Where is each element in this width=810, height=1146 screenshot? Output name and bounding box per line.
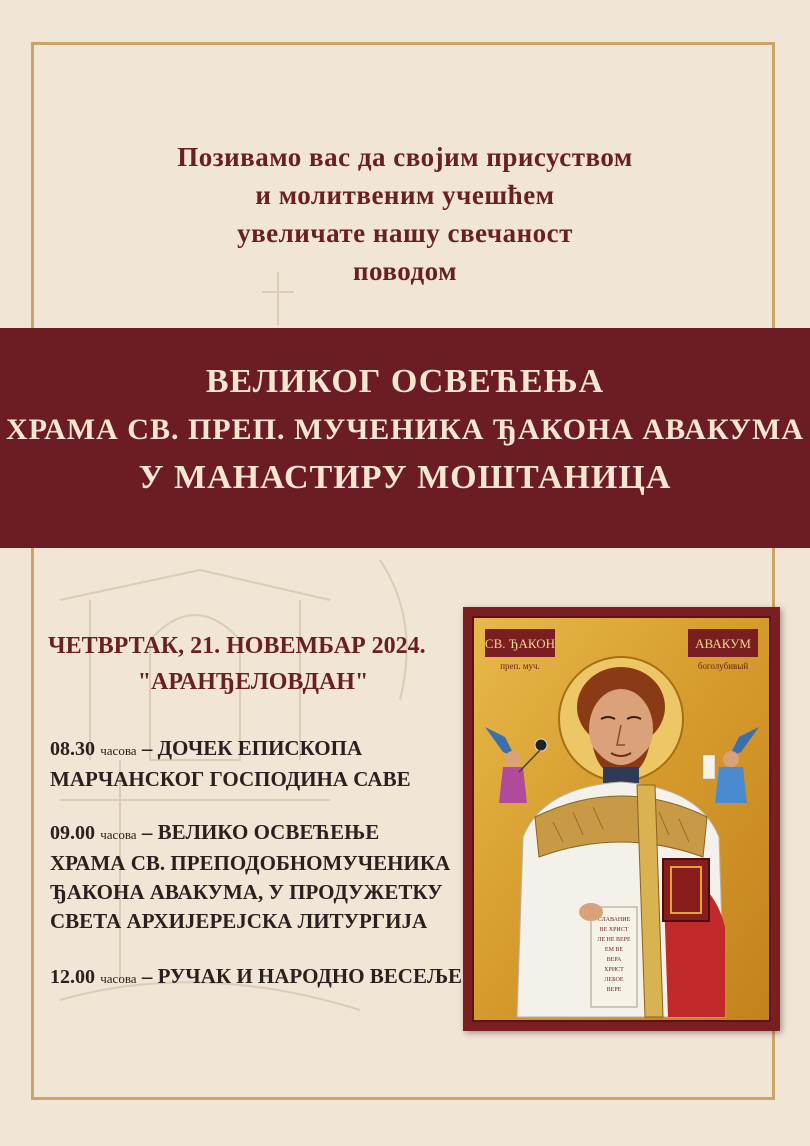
schedule-item: [50, 734, 411, 794]
event-date: [48, 628, 458, 700]
schedule-text: МАРЧАНСКОГ ГОСПОДИНА САВЕ: [50, 767, 411, 791]
schedule-text: ЂАКОНА АВАКУМА, У ПРОДУЖЕТКУ: [50, 880, 443, 904]
saint-icon-image: [463, 607, 780, 1031]
event-date-line: ЧЕТВРТАК, 21. НОВЕМБАР 2024.: [48, 633, 426, 659]
schedule-item: [50, 962, 462, 993]
event-feast-name: "АРАНЂЕЛОВДАН": [137, 669, 369, 695]
banner-title-line: У МАНАСТИРУ МОШТАНИЦА: [138, 459, 672, 496]
schedule-item: [50, 818, 450, 936]
schedule-time-unit: часова: [100, 971, 137, 986]
scroll-line: ВЕРА: [606, 957, 622, 963]
banner-title-line: ВЕЛИКОГ ОСВЕЋЕЊА: [205, 363, 605, 400]
icon-subtitle-left: преп. муч.: [500, 661, 540, 671]
schedule-time: 08.30: [50, 738, 95, 760]
icon-subtitle-right: боголубивый: [697, 661, 749, 671]
schedule-time: 09.00: [50, 822, 95, 844]
schedule-text: ХРАМА СВ. ПРЕПОДОБНОМУЧЕНИКА: [50, 851, 451, 875]
invitation-line: Позивамо вас да својим присуством: [177, 142, 633, 172]
scroll-line: ЕМ ВЕ: [604, 947, 624, 953]
invitation-line: увеличате нашу свечаност: [237, 218, 573, 248]
scroll-line: ВЕ ХРИСТ: [599, 927, 629, 933]
scroll-line: ЛЕ НЕ ВЕРЕ: [597, 937, 631, 943]
event-title-banner: [0, 328, 810, 548]
scroll-line: ХРИСТ: [604, 967, 624, 973]
schedule-text: – ВЕЛИКО ОСВЕЋЕЊЕ: [136, 820, 380, 844]
scroll-line: ЛЕБОЕ: [604, 977, 624, 983]
icon-title-left: СВ. ЂАКОН: [484, 636, 556, 651]
schedule-time: 12.00: [50, 966, 95, 988]
scroll-line: СЛАВАНИЕ: [597, 917, 631, 923]
icon-title-right: АВАКУМ: [695, 636, 751, 651]
schedule-text: – ДОЧЕК ЕПИСКОПА: [136, 736, 363, 760]
schedule-time-unit: часова: [100, 743, 137, 758]
invitation-line: и молитвеним учешћем: [255, 180, 555, 210]
banner-title-line: ХРАМА СВ. ПРЕП. МУЧЕНИКА ЂАКОНА АВАКУМА: [5, 413, 805, 446]
invitation-line: поводом: [352, 256, 458, 286]
schedule-text: СВЕТА АРХИЈЕРЕЈСКА ЛИТУРГИЈА: [50, 909, 428, 933]
scroll-line: ВЕРЕ: [606, 987, 622, 993]
invitation-text: [60, 138, 750, 290]
schedule-text: – РУЧАК И НАРОДНО ВЕСЕЉЕ: [136, 964, 463, 988]
schedule-time-unit: часова: [100, 827, 137, 842]
